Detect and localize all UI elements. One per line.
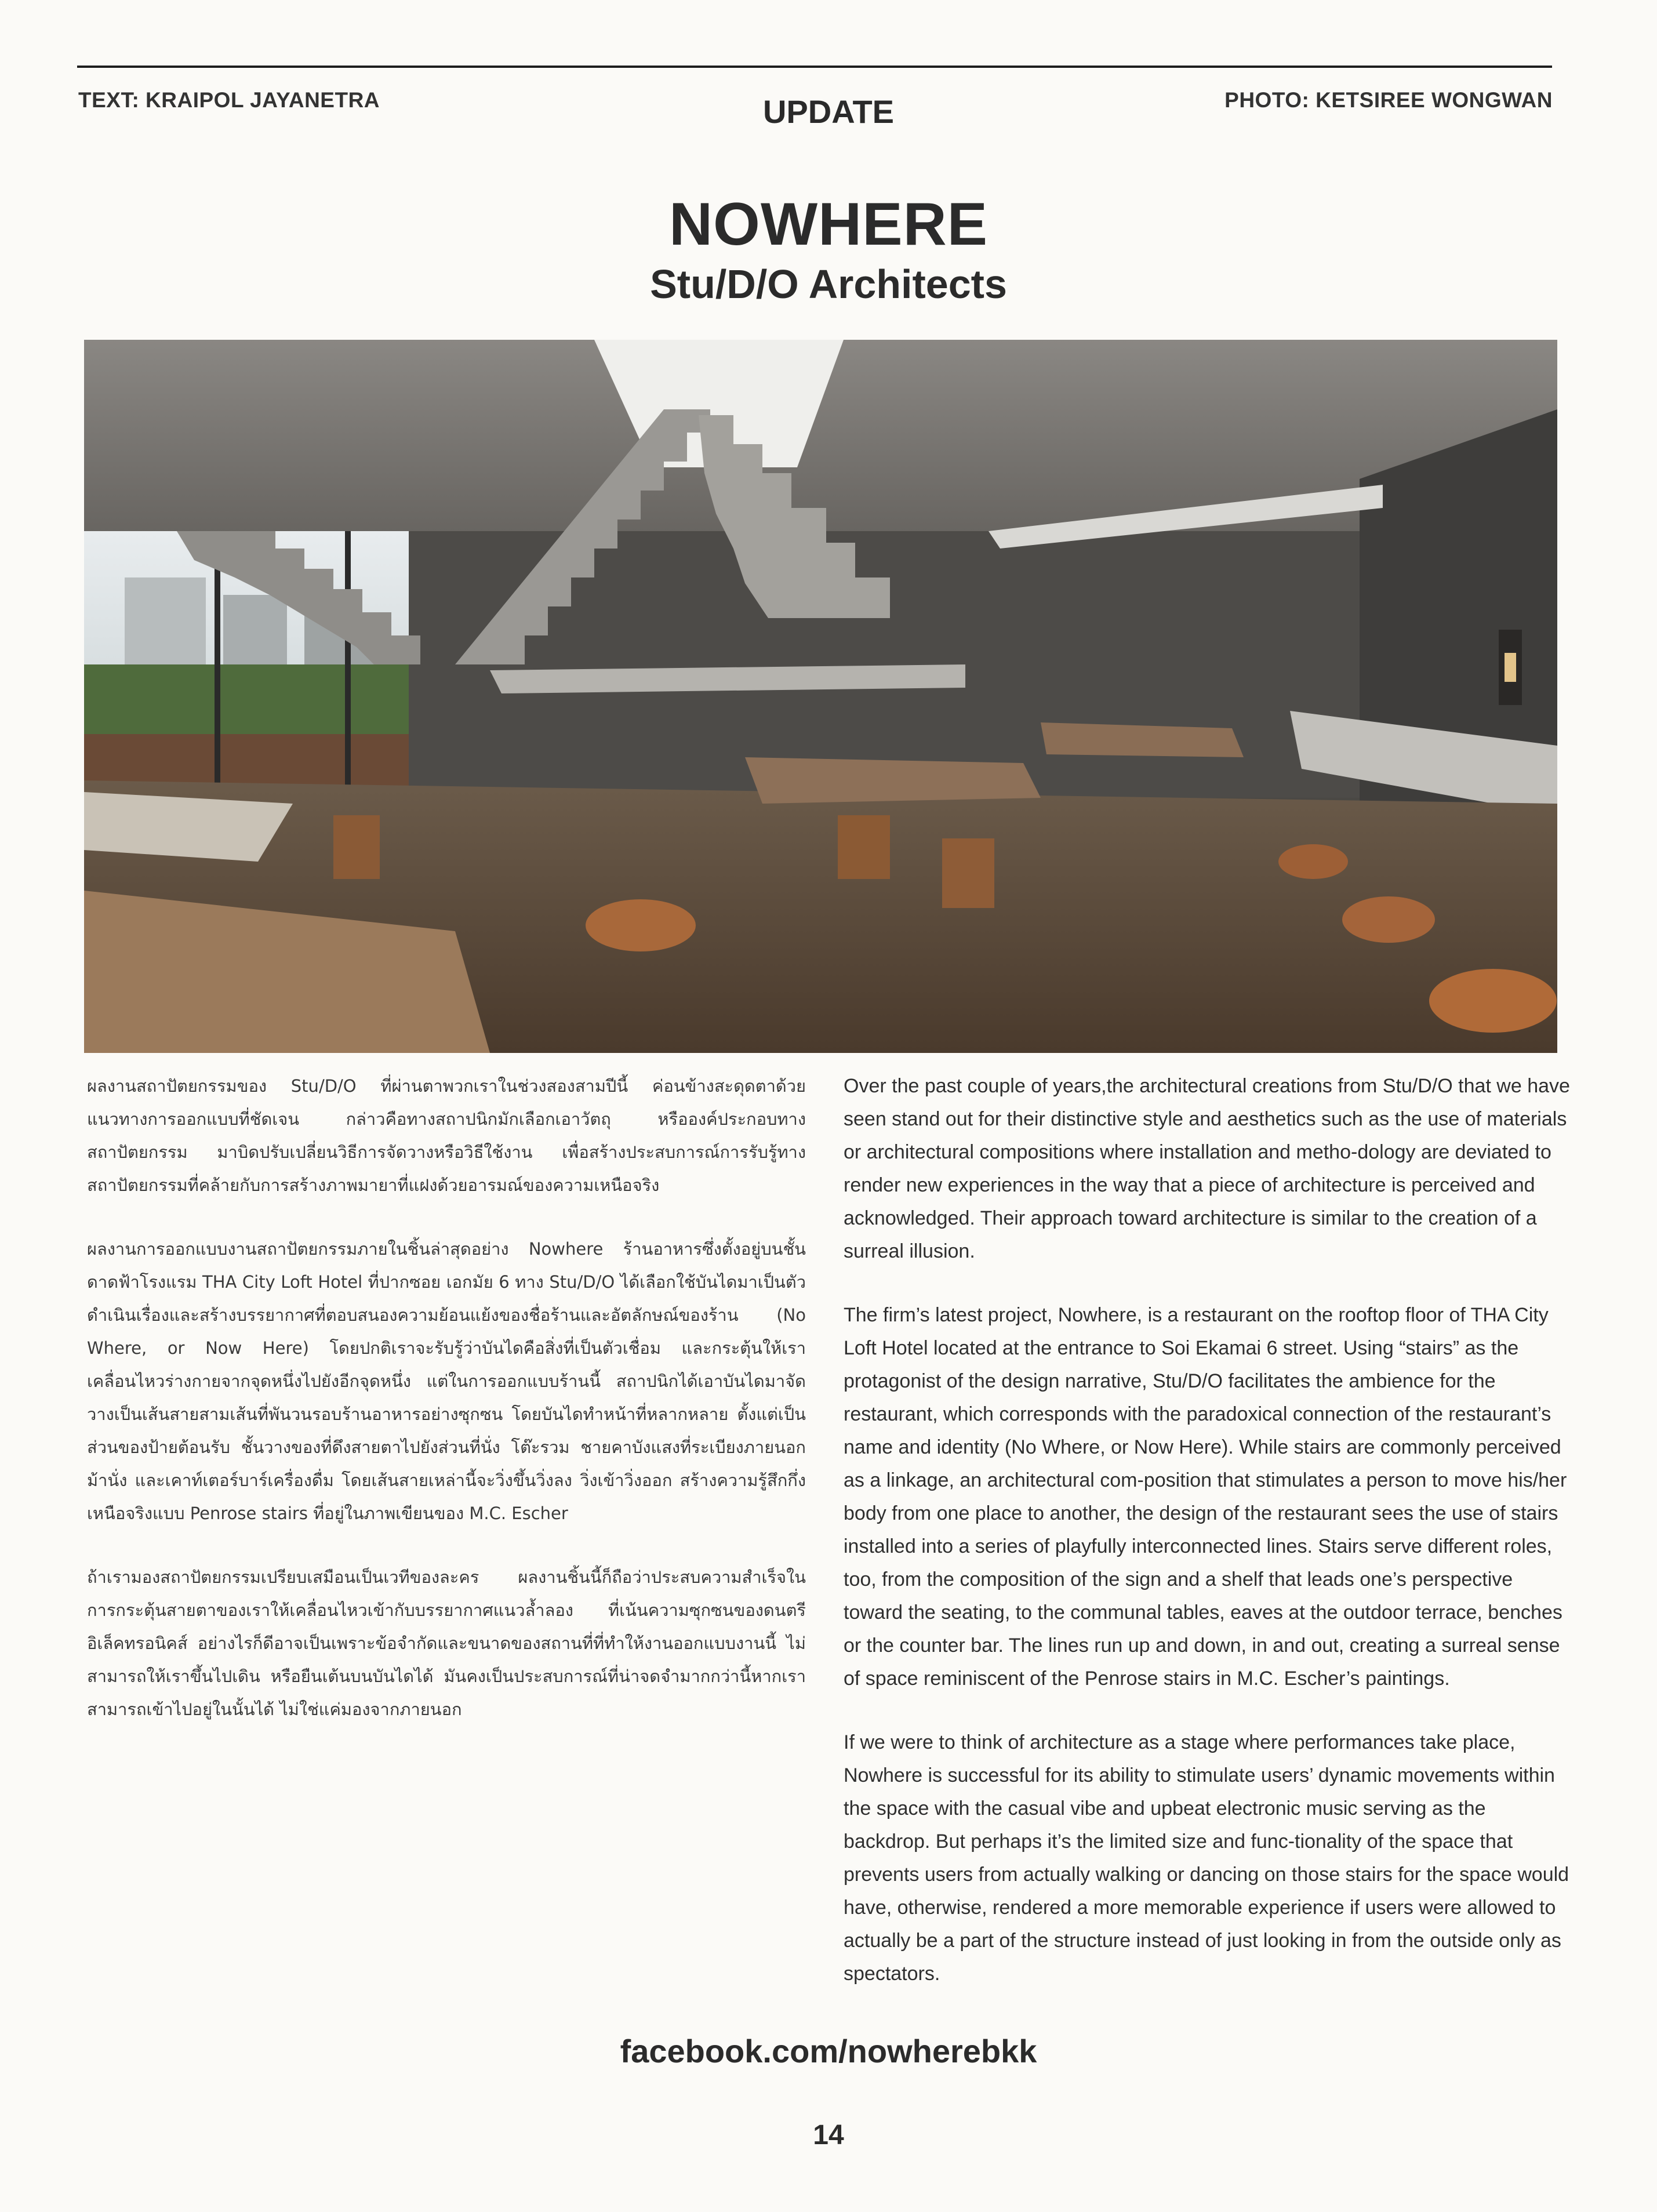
photo-credit: PHOTO: KETSIREE WONGWAN	[1224, 88, 1553, 112]
section-label: UPDATE	[762, 93, 895, 130]
text-credit: TEXT: KRAIPOL JAYANETRA	[78, 88, 380, 112]
thai-column	[87, 1070, 806, 1757]
thai-paragraph: ผลงานสถาปัตยกรรมของ Stu/D/O ที่ผ่านตาพวกเราในช่วงสองสามปีนี้ ค่อนข้างสะดุดตาด้วยแนวทางการออกแบบที่ชัดเจน กล่าวคือทางสถาปนิกมักเลือกเอาวัตถุ หรือองค์ประกอบทางสถาปัตยกรรม มาบิดปรับเปลี่ยนวิธีการจัดวางหรือวิธีใช้งาน เพื่อสร้างประสบการณ์การรับรู้ทางสถาปัตยกรรมที่คล้ายกับการสร้างภาพมายาที่แฝงด้วยอารมณ์ของความเหนือจริง	[87, 1076, 806, 1195]
thai-paragraph: ถ้าเรามองสถาปัตยกรรมเปรียบเสมือนเป็นเวทีของละคร ผลงานชิ้นนี้ก็ถือว่าประสบความสำเร็จในการกระตุ้นสายตาของเราให้เคลื่อนไหวเข้ากับบรรยากาศแนวล้ำลอง ที่เน้นความซุกซนของดนตรีอิเล็คทรอนิคส์ อย่างไรก็ดีอาจเป็นเพราะข้อจำกัดและขนาดของสถานที่ที่ทำให้งานออกแบบงานนี้ ไม่สามารถให้เราขึ้นไปเดิน หรือยืนเต้นบนบันไดได้ มันคงเป็นประสบการณ์ที่น่าจดจำมากกว่านี้หากเราสามารถเข้าไปอยู่ในนั้นได้ ไม่ใช่แค่มองจากภายนอก	[87, 1567, 806, 1719]
restaurant-photo	[84, 340, 1557, 1053]
top-rule	[77, 66, 1552, 68]
english-paragraph: If we were to think of architecture as a stage where performances take place, Nowhere is successful for its ability to stimulate users’ dynamic movements within the space with the casual vibe and upbeat electronic music serving as the backdrop. But perhaps it’s the limited size and func-tionality of the space that prevents users from actually walking or dancing on those stairs for the space would have, otherwise, rendered a more memorable experience if users were allowed to actually be a part of the structure instead of just looking in from the outside only as spectators.	[844, 1731, 1569, 1985]
english-paragraph: The firm’s latest project, Nowhere, is a restaurant on the rooftop floor of THA City Loft Hotel located at the entrance to Soi Ekamai 6 street. Using “stairs” as the protagonist of the design narrative, Stu/D/O facilitates the ambience for the restaurant, which corresponds with the paradoxical connection of the restaurant’s name and identity (No Where, or Now Here). While stairs are commonly perceived as a linkage, an architectural com-position that stimulates a person to move his/her body from one place to another, the design of the restaurant sees the use of stairs installed into a series of playfully interconnected lines. Stairs serve different roles, too, from the composition of the sign and a shelf that leads one’s perspective toward the seating, to the communal tables, eaves at the outdoor terrace, benches or the counter bar. The lines run up and down, in and out, creating a surreal sense of space reminiscent of the Penrose stairs in M.C. Escher’s paintings.	[844, 1304, 1567, 1690]
article-title: NOWHERE	[668, 191, 989, 258]
english-paragraph: Over the past couple of years,the architectural creations from Stu/D/O that we have seen stand out for their distinctive style and aesthetics such as the use of materials or architectural compositions where installation and metho-dology are deviated to render new experiences in the way that a piece of architecture is perceived and acknowledged. Their approach toward architecture is similar to the creation of a surreal illusion.	[844, 1075, 1570, 1262]
article-subtitle: Stu/D/O Architects	[650, 261, 1007, 307]
facebook-link[interactable]: facebook.com/nowherebkk	[620, 2033, 1037, 2069]
page-number: 14	[813, 2120, 844, 2151]
english-column	[844, 1070, 1571, 2021]
thai-paragraph: ผลงานการออกแบบงานสถาปัตยกรรมภายในชิ้นล่าสุดอย่าง Nowhere ร้านอาหารซึ่งตั้งอยู่บนชั้นดาดฟ้าโรงแรม THA City Loft Hotel ที่ปากซอย เอกมัย 6 ทาง Stu/D/O ได้เลือกใช้บันไดมาเป็นตัวดำเนินเรื่องและสร้างบรรยากาศที่ตอบสนองความย้อนแย้งของชื่อร้านและอัตลักษณ์ของร้าน (No Where, or Now Here) โดยปกติเราจะรับรู้ว่าบันไดคือสิ่งที่เป็นตัวเชื่อม และกระตุ้นให้เราเคลื่อนไหวร่างกายจากจุดหนึ่งไปยังอีกจุดหนึ่ง แต่ในการออกแบบร้านนี้ สถาปนิกได้เอาบันไดมาจัดวางเป็นเส้นสายสามเส้นที่พันวนรอบร้านอาหารอย่างซุกซน โดยบันไดทำหน้าที่หลากหลาย ตั้งแต่เป็นส่วนของป้ายต้อนรับ ชั้นวางของที่ดึงสายตาไปยังส่วนที่นั่ง โต๊ะรวม ชายคาบังแสงที่ระเบียงภายนอก ม้านั่ง และเคาท์เตอร์บาร์เครื่องดื่ม โดยเส้นสายเหล่านี้จะวิ่งขึ้นวิ่งลง วิ่งเข้าวิ่งออก สร้างความรู้สึกกึ่งเหนือจริงแบบ Penrose stairs ที่อยู่ในภาพเขียนของ M.C. Escher	[87, 1239, 806, 1523]
